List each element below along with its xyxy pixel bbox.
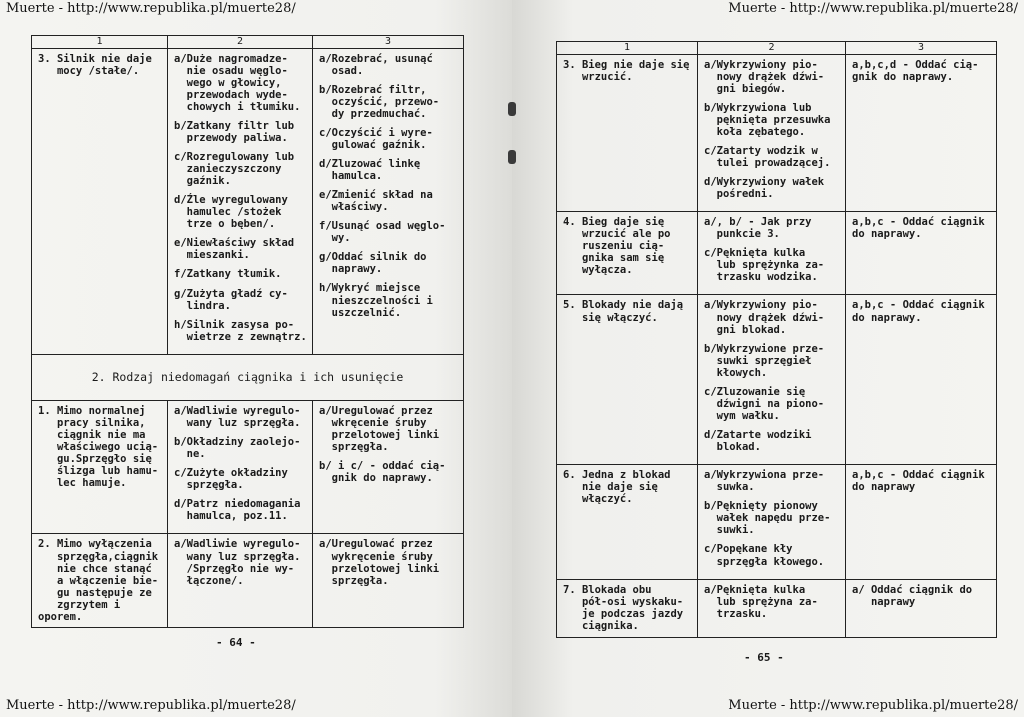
symptom-cell [557,212,698,295]
list-item: a/, b/ - Jak przy punkcie 3. [704,216,812,241]
remedy-cell [846,212,997,295]
symptom-text: 6. Jedna z blokad nie daje się włączyć. [563,469,671,506]
causes-cell [698,54,846,212]
symptom-text: 3. Bieg nie daje się wrzucić. [563,58,690,83]
remedy-cell [846,295,997,465]
list-item: a/Uregulować przez wkręcenie śruby przelotowej linki sprzęgła. [319,404,440,454]
remedies-cell [313,534,464,627]
symptom-cell [557,54,698,212]
staple-mark [508,150,516,164]
remedy-cell [846,579,997,637]
list-item: d/Zatarte wodziki blokad. [704,429,812,454]
symptom-cell [32,534,168,627]
list-item: c/Pęknięta kulka lub sprężynka za- trzasku wodzika. [704,247,825,284]
remedy-text: a,b,c - Oddać ciągnik do naprawy. [852,299,985,324]
symptom-text: 3. Silnik nie daje mocy /stałe/. [38,52,152,77]
list-item: b/Rozebrać filtr, oczyścić, przewo- dy przedmuchać. [319,83,440,120]
left-col-header-1: 1 [32,36,168,49]
list-item: a/Wykrzywiony pio- nowy drążek dźwi- gni blokad. [704,299,825,336]
list-item: b/Wykrzywiona lub pęknięta przesuwka koła zębatego. [704,101,831,138]
remedy-text: a,b,c - Oddać ciągnik do naprawy. [852,216,985,241]
left-col-header-2: 2 [168,36,313,49]
symptom-cell [32,48,168,354]
right-col-header-1: 1 [557,42,698,55]
list-item: b/Wykrzywione prze- suwki sprzęgieł kłowych. [704,342,825,379]
causes-cell [698,465,846,579]
list-item: a/Uregulować przez wykręcenie śruby przelotowej linki sprzęgła. [319,538,440,587]
symptom-text: 1. Mimo normalnej pracy silnika, ciągnik nie ma właściwego ucią- gu.Sprzęgło się ślizga lub hamu- lec hamuje. [38,404,159,490]
list-item: g/Zużyta gładź cy- lindra. [174,287,288,312]
causes-cell [698,579,846,637]
remedies-list [319,405,459,484]
watermark-top-right: Muerte - http://www.republika.pl/muerte28/ [728,1,1018,16]
list-item: d/Źle wyregulowany hamulec /stożek trze o bęben/. [174,194,288,231]
table-row [557,54,997,212]
symptom-text: 7. Blokada obu pół-osi wyskaku- je podczas jazdy ciągnika. [563,583,684,632]
causes-cell [168,400,313,534]
table-row [557,212,997,295]
table-row [32,48,464,354]
remedies-list [319,538,459,586]
causes-list [704,216,841,283]
right-table [556,41,997,638]
list-item: b/Zatkany filtr lub przewody paliwa. [174,119,295,144]
table-row [32,534,464,627]
section-row [32,354,464,400]
left-table [31,35,464,628]
remedy-cell [846,54,997,212]
right-col-header-2: 2 [698,42,846,55]
remedies-list [319,53,459,319]
table-row [557,579,997,637]
page-number: - 64 - [216,636,256,649]
list-item: c/Zluzowanie się dźwigni na piono- wym wałku. [704,385,825,422]
right-page [512,0,1024,717]
list-item: b/Pęknięty pionowy wałek napędu prze- suwki. [704,500,831,537]
causes-list [174,53,308,343]
staple-binding [506,90,518,180]
symptom-cell [32,400,168,534]
watermark-bottom-left: Muerte - http://www.republika.pl/muerte28/ [6,698,296,713]
right-col-header-3: 3 [846,42,997,55]
list-item: a/Pęknięta kulka lub sprężyna za- trzasku. [704,583,818,620]
watermark-top-left: Muerte - http://www.republika.pl/muerte28/ [6,1,296,16]
table-row [32,400,464,534]
symptom-cell [557,465,698,579]
list-item: a/Duże nagromadze- nie osadu węglo- wego w głowicy, przewodach wyde- chowych i tłumiku. [174,52,301,113]
remedy-text: a/ Oddać ciągnik do naprawy [852,583,973,608]
causes-list [704,469,841,567]
causes-list [704,59,841,201]
causes-cell [698,212,846,295]
causes-cell [698,295,846,465]
list-item: d/Zluzować linkę hamulca. [319,157,421,182]
page-number: - 65 - [744,651,784,664]
list-item: a/Wadliwie wyregulo- wany luz sprzęgła. [174,404,301,430]
left-header-row [32,36,464,49]
remedies-cell [313,48,464,354]
symptom-text: 2. Mimo wyłączenia sprzęgła,ciągnik nie chce stanąć a włączenie bie- gu następuje ze zgrzytem i oporem. [38,538,159,623]
list-item: a/Wykrzywiony pio- nowy drążek dźwi- gni biegów. [704,58,825,95]
list-item: h/Wykryć miejsce nieszczelności i uszczelnić. [319,282,433,319]
list-item: b/Okładziny zaolejo- ne. [174,436,301,461]
list-item: a/Rozebrać, usunąć osad. [319,52,433,77]
symptom-text: 5. Blokady nie dają się włączyć. [563,299,684,324]
list-item: g/Oddać silnik do naprawy. [319,251,427,276]
right-header-row [557,42,997,55]
causes-list [174,405,308,523]
list-item: b/ i c/ - oddać cią- gnik do naprawy. [319,460,446,485]
list-item: e/Zmienić skład na właściwy. [319,189,433,214]
list-item: c/Popękane kły sprzęgła kłowego. [704,543,825,568]
list-item: e/Niewłaściwy skład mieszanki. [174,237,295,262]
left-col-header-3: 3 [313,36,464,49]
watermark-bottom-right: Muerte - http://www.republika.pl/muerte28/ [728,698,1018,713]
list-item: h/Silnik zasysa po- wietrze z zewnątrz. [174,318,307,343]
remedy-text: a,b,c,d - Oddać cią- gnik do naprawy. [852,58,979,83]
list-item: c/Oczyścić i wyre- gulować gaźnik. [319,126,433,151]
list-item: a/Wykrzywiona prze- suwka. [704,469,825,494]
list-item: d/Wykrzywiony wałek pośredni. [704,176,825,201]
table-row [557,465,997,579]
remedies-cell [313,400,464,534]
staple-mark [508,102,516,116]
remedy-text: a,b,c - Oddać ciągnik do naprawy [852,469,985,494]
list-item: f/Zatkany tłumik. [174,268,282,281]
causes-cell [168,48,313,354]
symptom-cell [557,295,698,465]
causes-list [174,538,308,586]
symptom-text: 4. Bieg daje się wrzucić ale po ruszeniu cią- gnika sam się wyłącza. [563,216,671,277]
remedy-cell [846,465,997,579]
list-item: a/Wadliwie wyregulo- wany luz sprzęgła. /Sprzęgło nie wy- łączone/. [174,538,301,587]
causes-cell [168,534,313,627]
list-item: d/Patrz niedomagania hamulca, poz.11. [174,498,301,523]
symptom-cell [557,579,698,637]
list-item: c/Rozregulowany lub zanieczyszczony gaźnik. [174,150,295,188]
causes-list [704,299,841,453]
causes-list [704,584,841,620]
list-item: f/Usunąć osad węglo- wy. [319,220,446,245]
table-row [557,295,997,465]
list-item: c/Zużyte okładziny sprzęgła. [174,467,288,492]
section-title: 2. Rodzaj niedomagań ciągnika i ich usunięcie [32,354,464,400]
list-item: c/Zatarty wodzik w tulei prowadzącej. [704,144,831,169]
